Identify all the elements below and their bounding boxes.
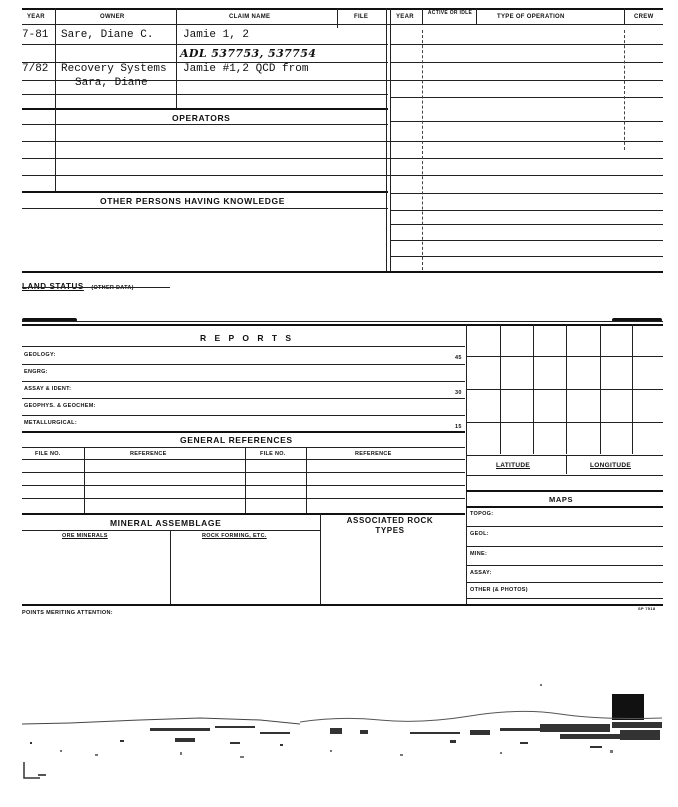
row1-claim: Jamie 1, 2 — [183, 29, 250, 41]
report-metallurgical-number: 15 — [455, 424, 462, 430]
report-geology: GEOLOGY: — [24, 352, 56, 358]
report-assay-number: 30 — [455, 390, 462, 396]
form-number: SP 7518 — [638, 606, 656, 611]
other-persons-heading: OTHER PERSONS HAVING KNOWLEDGE — [100, 196, 286, 206]
header-year-2: YEAR — [396, 14, 414, 20]
row2-claim: Jamie #1,2 QCD from — [183, 63, 309, 75]
row2-owner: Recovery Systems — [61, 63, 167, 75]
ref-header-reference-2: REFERENCE — [355, 451, 392, 457]
latitude-label: LATITUDE — [496, 462, 531, 469]
map-mine: MINE: — [470, 551, 488, 557]
header-claim-name: CLAIM NAME — [229, 14, 271, 20]
report-geophys-geochem: GEOPHYS. & GEOCHEM: — [24, 403, 96, 409]
mineral-assemblage-heading: MINERAL ASSEMBLAGE — [110, 518, 222, 528]
handwritten-adl-numbers: ADL 537753, 537754 — [180, 47, 317, 60]
header-active-or-idle: ACTIVE OR IDLE — [427, 10, 473, 16]
ref-header-reference: REFERENCE — [130, 451, 167, 457]
scan-noise-band — [0, 680, 678, 807]
header-file: FILE — [354, 14, 369, 20]
report-geology-number: 45 — [455, 355, 462, 361]
header-year: YEAR — [27, 14, 45, 20]
header-type-of-operation: TYPE OF OPERATION — [497, 14, 565, 20]
header-crew: CREW — [634, 14, 654, 20]
report-assay-ident: ASSAY & IDENT: — [24, 386, 72, 392]
row1-year: 7-81 — [22, 29, 49, 41]
land-status-label — [22, 276, 134, 294]
report-metallurgical: METALLURGICAL: — [24, 420, 77, 426]
maps-heading: MAPS — [549, 495, 574, 504]
reports-heading: R E P O R T S — [200, 333, 295, 343]
row2-owner-continued: Sara, Diane — [75, 77, 148, 89]
header-owner: OWNER — [100, 14, 125, 20]
land-status-title: LAND STATUS — [22, 282, 84, 291]
map-assay: ASSAY: — [470, 570, 492, 576]
ref-header-file-no-2: FILE NO. — [260, 451, 286, 457]
row1-owner: Sare, Diane C. — [61, 29, 154, 41]
associated-rock-types-heading: ASSOCIATED ROCK TYPES — [346, 516, 434, 535]
map-other-photos: OTHER (& PHOTOS) — [470, 587, 528, 593]
rock-forming-header: ROCK FORMING, ETC. — [202, 533, 267, 539]
ore-minerals-header: ORE MINERALS — [62, 533, 108, 539]
map-geol: GEOL: — [470, 531, 489, 537]
general-references-heading: GENERAL REFERENCES — [180, 435, 293, 445]
ref-header-file-no: FILE NO. — [35, 451, 61, 457]
longitude-label: LONGITUDE — [590, 462, 631, 469]
operators-heading: OPERATORS — [172, 113, 231, 123]
land-status-subtitle: (OTHER DATA) — [91, 285, 134, 291]
points-meriting-attention: POINTS MERITING ATTENTION: — [22, 610, 113, 616]
row2-year: 7/82 — [22, 63, 49, 75]
map-topog: TOPOG: — [470, 511, 494, 517]
report-engrg: ENGRG: — [24, 369, 48, 375]
